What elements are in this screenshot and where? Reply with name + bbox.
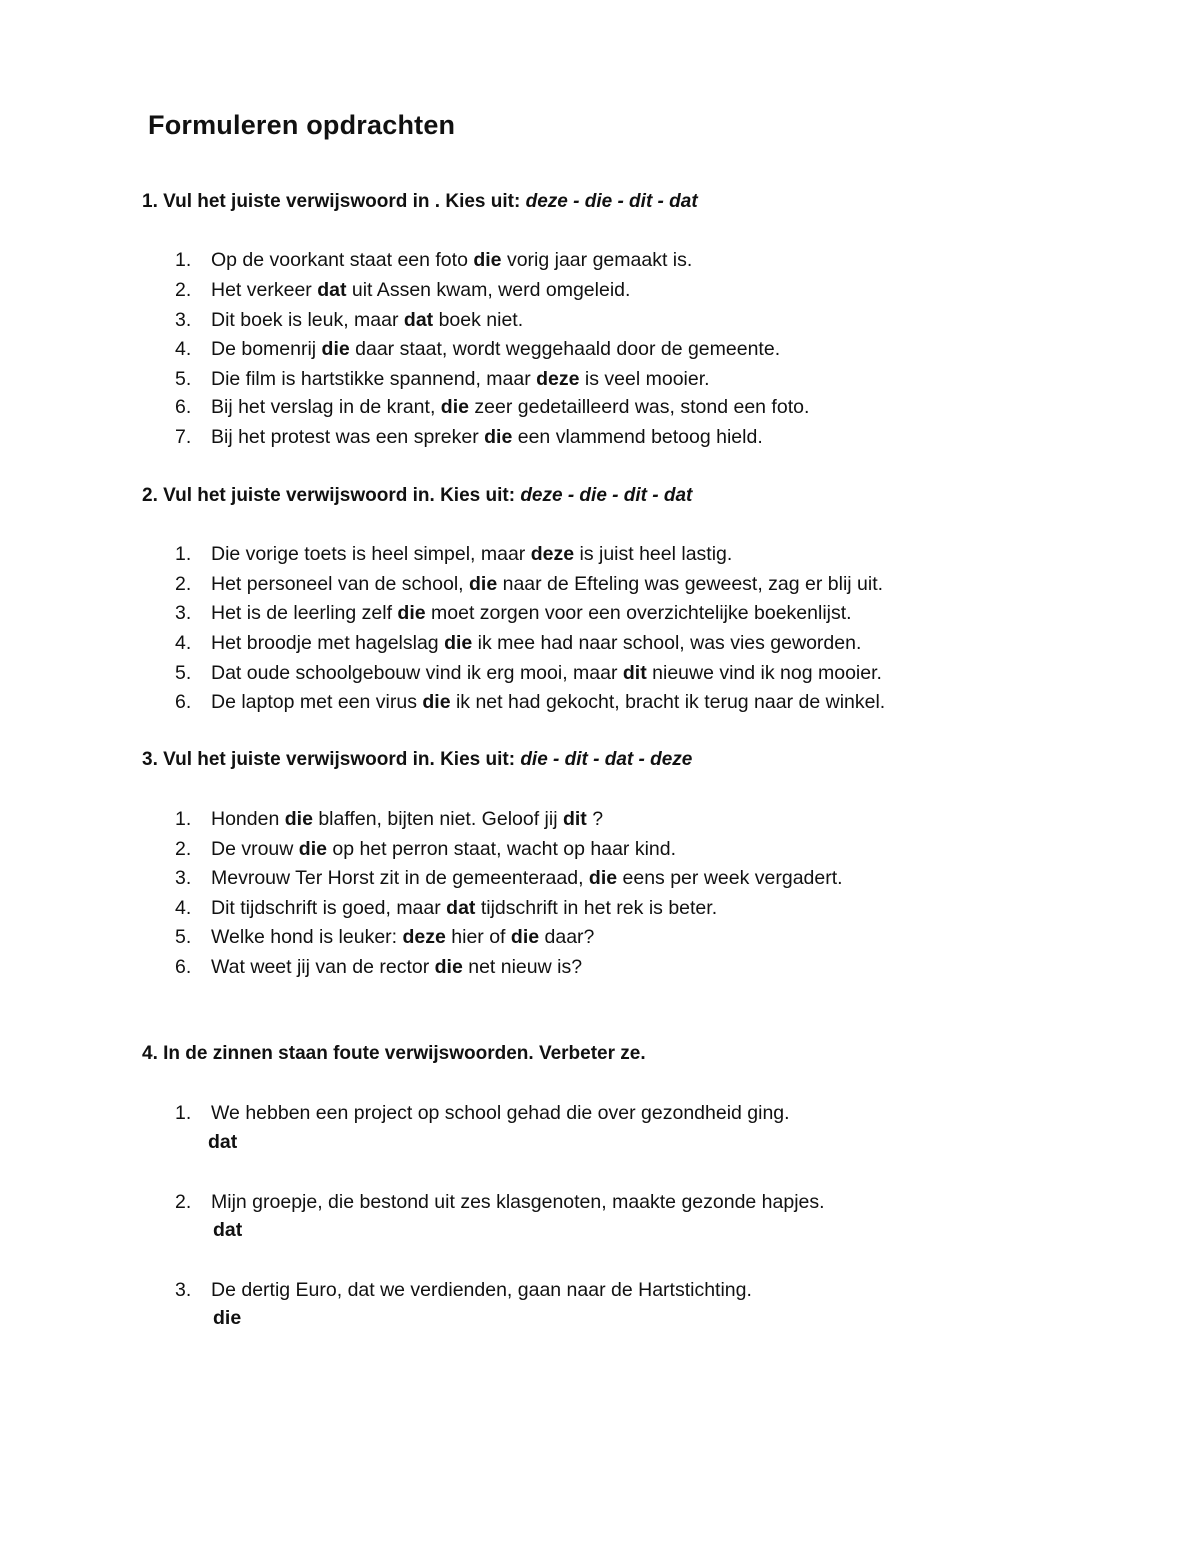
item-text: op het perron staat, wacht op haar kind.: [326, 838, 677, 860]
item-text: ik net had gekocht, bracht ik terug naar de winkel.: [450, 691, 886, 713]
item-text: Bij het protest was een spreker: [211, 426, 485, 448]
item-number: 1.: [175, 543, 192, 565]
item-number: 6.: [175, 691, 192, 713]
list-item: [175, 661, 882, 685]
item-text: ?: [586, 808, 604, 830]
section-3-heading-text: 3. Vul het juiste verwijswoord in. Kies uit:: [142, 749, 521, 770]
item-answer: die: [473, 249, 502, 271]
item-text: Honden: [211, 808, 285, 830]
item-answer: die: [422, 691, 451, 713]
item-text: Mevrouw Ter Horst zit in de gemeenteraad,: [211, 867, 589, 889]
item-text: Wat weet jij van de rector: [211, 956, 435, 978]
item-text: hier of: [445, 926, 511, 948]
item-text: Mijn groepje, die bestond uit zes klasgenoten, maakte gezonde hapjes.: [211, 1191, 825, 1213]
item-answer: dat: [403, 309, 434, 331]
item-number: 3.: [175, 1279, 192, 1301]
item-text: De vrouw: [211, 838, 299, 860]
item-text: Die vorige toets is heel simpel, maar: [211, 543, 531, 565]
item-text: vorig jaar gemaakt is.: [501, 249, 693, 271]
list-item: [175, 248, 692, 272]
list-item: [175, 601, 852, 625]
item-answer: die: [298, 838, 327, 860]
item-text: net nieuw is?: [462, 956, 583, 978]
item-text: Dit boek is leuk, maar: [211, 309, 404, 331]
item-text: Welke hond is leuker:: [211, 926, 403, 948]
section-3-heading: [142, 749, 692, 771]
list-item: [175, 631, 861, 655]
item-text: is juist heel lastig.: [574, 543, 733, 565]
item-text: nieuwe vind ik nog mooier.: [646, 662, 882, 684]
list-item: [175, 1278, 752, 1302]
item-answer: die: [469, 573, 498, 595]
item-answer: die: [444, 632, 473, 654]
item-text: Dit tijdschrift is goed, maar: [211, 897, 447, 919]
item-text: ik mee had naar school, was vies geworden.: [472, 632, 862, 654]
list-item: [175, 308, 523, 332]
section-2-heading: [142, 485, 692, 507]
item-text: Het broodje met hagelslag: [211, 632, 445, 654]
list-item: [175, 925, 594, 949]
list-item: [175, 807, 603, 831]
list-item: [175, 337, 780, 361]
item-answer: dat: [446, 897, 476, 919]
item-text: boek niet.: [433, 309, 524, 331]
item-text: Het personeel van de school,: [211, 573, 469, 595]
item-number: 5.: [175, 926, 192, 948]
item-text: naar de Efteling was geweest, zag er blij uit.: [497, 573, 884, 595]
section-4-heading: 4. In de zinnen staan foute verwijswoorden. Verbeter ze.: [142, 1043, 646, 1064]
item-answer: die: [434, 956, 463, 978]
item-answer: dat: [317, 279, 347, 301]
correction-answer: dat: [213, 1219, 243, 1241]
section-1-heading-text: 1. Vul het juiste verwijswoord in . Kies uit:: [142, 191, 526, 212]
item-number: 6.: [175, 956, 192, 978]
item-answer: deze: [530, 543, 575, 565]
item-number: 4.: [175, 897, 192, 919]
item-number: 2.: [175, 279, 192, 301]
item-number: 4.: [175, 632, 192, 654]
item-answer: die: [588, 867, 618, 889]
item-text: eens per week vergadert.: [617, 867, 843, 889]
item-text: daar?: [539, 926, 595, 948]
item-answer: die: [321, 338, 350, 360]
item-number: 1.: [175, 249, 192, 271]
item-text: tijdschrift in het rek is beter.: [475, 897, 718, 919]
item-text: Het verkeer: [211, 279, 318, 301]
section-2-heading-text: 2. Vul het juiste verwijswoord in. Kies uit:: [142, 485, 521, 506]
item-answer: die: [484, 426, 513, 448]
list-item: [175, 367, 710, 391]
list-item: [175, 896, 717, 920]
item-number: 2.: [175, 838, 192, 860]
item-number: 6.: [175, 396, 192, 418]
list-item: [175, 542, 732, 566]
section-1-heading: [142, 191, 698, 213]
item-answer: deze: [402, 926, 446, 948]
list-item: [175, 1190, 825, 1214]
item-number: 1.: [175, 1102, 192, 1124]
correction-answer: die: [213, 1307, 242, 1329]
item-number: 5.: [175, 368, 192, 390]
item-text: Die film is hartstikke spannend, maar: [211, 368, 537, 390]
list-item: [175, 690, 885, 714]
list-item: [175, 425, 763, 449]
item-number: 7.: [175, 426, 192, 448]
item-answer: die: [397, 602, 426, 624]
item-text: blaffen, bijten niet. Geloof jij: [312, 808, 563, 830]
list-item: [175, 837, 676, 861]
item-text: moet zorgen voor een overzichtelijke boekenlijst.: [425, 602, 852, 624]
item-number: 2.: [175, 573, 192, 595]
list-item: [175, 1101, 790, 1125]
item-number: 5.: [175, 662, 192, 684]
item-answer: deze: [536, 368, 580, 390]
list-item: [175, 278, 630, 302]
item-number: 4.: [175, 338, 192, 360]
item-number: 1.: [175, 808, 192, 830]
item-text: daar staat, wordt weggehaald door de gemeente.: [349, 338, 781, 360]
item-text: De laptop met een virus: [211, 691, 423, 713]
section-1-options: deze - die - dit - dat: [525, 191, 698, 212]
item-text: uit Assen kwam, werd omgeleid.: [346, 279, 631, 301]
item-answer: dit: [562, 808, 587, 830]
list-item: [175, 866, 843, 890]
section-3-options: die - dit - dat - deze: [520, 749, 693, 770]
item-text: Het is de leerling zelf: [211, 602, 398, 624]
item-text: De dertig Euro, dat we verdienden, gaan naar de Hartstichting.: [211, 1279, 752, 1301]
item-text: zeer gedetailleerd was, stond een foto.: [468, 396, 810, 418]
list-item: [175, 395, 809, 419]
item-text: is veel mooier.: [579, 368, 710, 390]
item-number: 3.: [175, 309, 192, 331]
item-number: 3.: [175, 867, 192, 889]
item-answer: die: [284, 808, 313, 830]
item-text: een vlammend betoog hield.: [512, 426, 763, 448]
section-2-options: deze - die - dit - dat: [520, 485, 693, 506]
item-number: 2.: [175, 1191, 192, 1213]
item-answer: dit: [622, 662, 647, 684]
item-text: Dat oude schoolgebouw vind ik erg mooi, maar: [211, 662, 623, 684]
item-number: 3.: [175, 602, 192, 624]
item-answer: die: [440, 396, 469, 418]
page-title: Formuleren opdrachten: [148, 110, 456, 140]
item-text: We hebben een project op school gehad die over gezondheid ging.: [211, 1102, 790, 1124]
item-answer: die: [510, 926, 540, 948]
correction-answer: dat: [208, 1131, 238, 1153]
item-text: Op de voorkant staat een foto: [211, 249, 474, 271]
list-item: [175, 955, 582, 979]
list-item: [175, 572, 883, 596]
item-text: Bij het verslag in de krant,: [211, 396, 441, 418]
item-text: De bomenrij: [211, 338, 322, 360]
